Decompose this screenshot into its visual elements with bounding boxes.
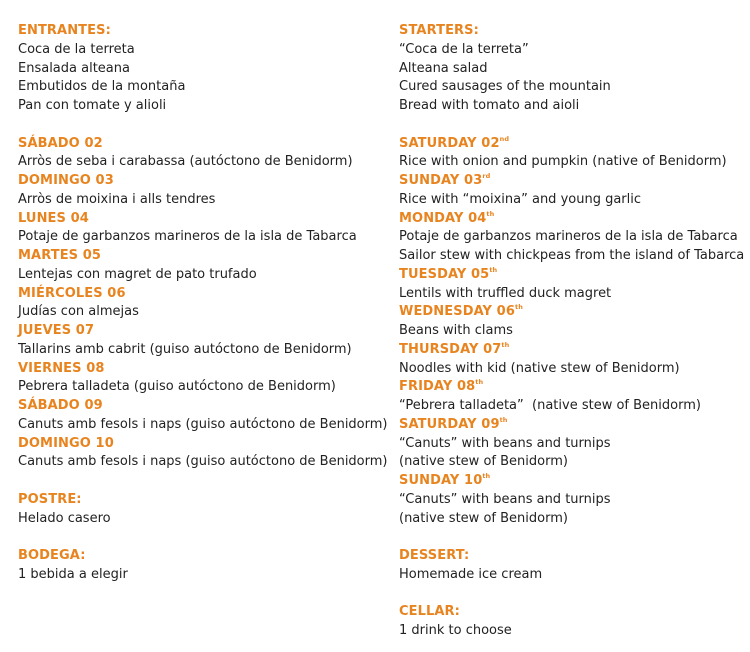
- ordinal-suffix: nd: [499, 134, 510, 143]
- day-dish: Rice with “moixina” and young garlic: [399, 191, 642, 207]
- menu-item: “Coca de la terreta”: [399, 41, 529, 57]
- section-heading: POSTRE:: [18, 491, 82, 507]
- day-dish: “Canuts” with beans and turnips: [399, 435, 611, 451]
- starters-section: [18, 22, 388, 116]
- daily-menu: [18, 135, 388, 473]
- day-heading: JUEVES 07: [18, 323, 95, 338]
- daily-menu: [399, 135, 744, 529]
- menu-item: Helado casero: [18, 510, 111, 526]
- day-dish: Pebrera talladeta (guiso autóctono de Benidorm): [18, 379, 336, 395]
- day-heading: SATURDAY 09th: [399, 415, 508, 432]
- dessert-section: [18, 491, 388, 529]
- section-heading: CELLAR:: [399, 604, 460, 620]
- day-dish: Potaje de garbanzos marineros de la isla de Tabarca: [18, 229, 357, 245]
- menu-item: 1 bebida a elegir: [18, 566, 128, 582]
- starters-section: [399, 22, 744, 116]
- day-heading: VIERNES 08: [18, 360, 105, 376]
- ordinal-suffix: th: [514, 303, 523, 312]
- dessert-section: [399, 547, 744, 585]
- day-dish: Sailor stew with chickpeas from the island of Tabarca: [399, 248, 745, 263]
- day-dish: “Canuts” with beans and turnips: [399, 491, 611, 507]
- day-dish: Noodles with kid (native stew of Benidorm): [399, 360, 680, 376]
- day-dish: (native stew of Benidorm): [399, 510, 568, 526]
- day-heading: SATURDAY 02nd: [399, 134, 510, 151]
- menu-item: Coca de la terreta: [18, 41, 135, 57]
- menu-item: Cured sausages of the mountain: [399, 79, 611, 95]
- day-dish: Tallarins amb cabrit (guiso autóctono de Benidorm): [18, 341, 352, 357]
- spacer: [18, 528, 388, 547]
- day-dish: Rice with onion and pumpkin (native of Benidorm): [399, 154, 727, 170]
- day-dish: Canuts amb fesols i naps (guiso autóctono de Benidorm): [18, 416, 388, 432]
- menu-item: Embutidos de la montaña: [18, 79, 186, 95]
- cellar-section: [399, 603, 744, 641]
- menu-item: Ensalada alteana: [18, 60, 130, 76]
- day-heading: DOMINGO 10: [18, 435, 114, 451]
- spacer: [399, 116, 744, 135]
- menu-item: Pan con tomate y alioli: [18, 98, 167, 113]
- ordinal-suffix: th: [486, 209, 495, 218]
- ordinal-suffix: th: [489, 265, 498, 274]
- day-dish: “Pebrera talladeta” (native stew of Benidorm): [399, 398, 701, 413]
- day-heading: LUNES 04: [18, 210, 89, 226]
- menu-item: 1 drink to choose: [399, 623, 512, 638]
- day-dish: Canuts amb fesols i naps (guiso autóctono de Benidorm): [18, 454, 388, 470]
- day-heading: SÁBADO 09: [18, 398, 103, 413]
- section-heading: ENTRANTES:: [18, 23, 111, 38]
- menu-item: Homemade ice cream: [399, 566, 543, 582]
- day-dish: Judías con almejas: [18, 304, 139, 320]
- day-heading: FRIDAY 08th: [399, 378, 484, 395]
- day-dish: Potaje de garbanzos marineros de la isla de Tabarca: [399, 229, 738, 245]
- ordinal-suffix: th: [499, 415, 508, 424]
- day-heading: MARTES 05: [18, 248, 102, 263]
- ordinal-suffix: th: [482, 472, 491, 480]
- spacer: [399, 528, 744, 547]
- ordinal-suffix: th: [501, 340, 510, 349]
- ordinal-suffix: rd: [482, 172, 491, 180]
- menu-column-spanish: [18, 22, 388, 585]
- day-heading: SUNDAY 03rd: [399, 172, 491, 188]
- day-heading: SUNDAY 10th: [399, 472, 491, 488]
- spacer: [18, 116, 388, 135]
- section-heading: BODEGA:: [18, 548, 86, 563]
- cellar-section: [18, 547, 388, 585]
- menu-item: Alteana salad: [399, 60, 488, 76]
- section-heading: DESSERT:: [399, 548, 470, 563]
- day-dish: Arròs de moixina i alls tendres: [18, 191, 216, 207]
- spacer: [18, 472, 388, 491]
- day-dish: Beans with clams: [399, 323, 513, 338]
- day-dish: Lentejas con magret de pato trufado: [18, 266, 257, 282]
- spacer: [399, 585, 744, 604]
- day-heading: WEDNESDAY 06th: [399, 303, 523, 320]
- day-heading: MONDAY 04th: [399, 209, 495, 226]
- day-dish: (native stew of Benidorm): [399, 454, 568, 470]
- day-heading: DOMINGO 03: [18, 173, 114, 188]
- menu-column-english: [399, 22, 744, 641]
- day-heading: SÁBADO 02: [18, 135, 103, 151]
- menu-item: Bread with tomato and aioli: [399, 98, 580, 113]
- day-heading: TUESDAY 05th: [399, 265, 498, 282]
- day-dish: Lentils with truffled duck magret: [399, 285, 612, 301]
- day-heading: THURSDAY 07th: [399, 340, 510, 357]
- ordinal-suffix: th: [475, 378, 484, 387]
- section-heading: STARTERS:: [399, 23, 479, 38]
- day-dish: Arròs de seba i carabassa (autóctono de Benidorm): [18, 154, 353, 170]
- day-heading: MIÉRCOLES 06: [18, 285, 126, 301]
